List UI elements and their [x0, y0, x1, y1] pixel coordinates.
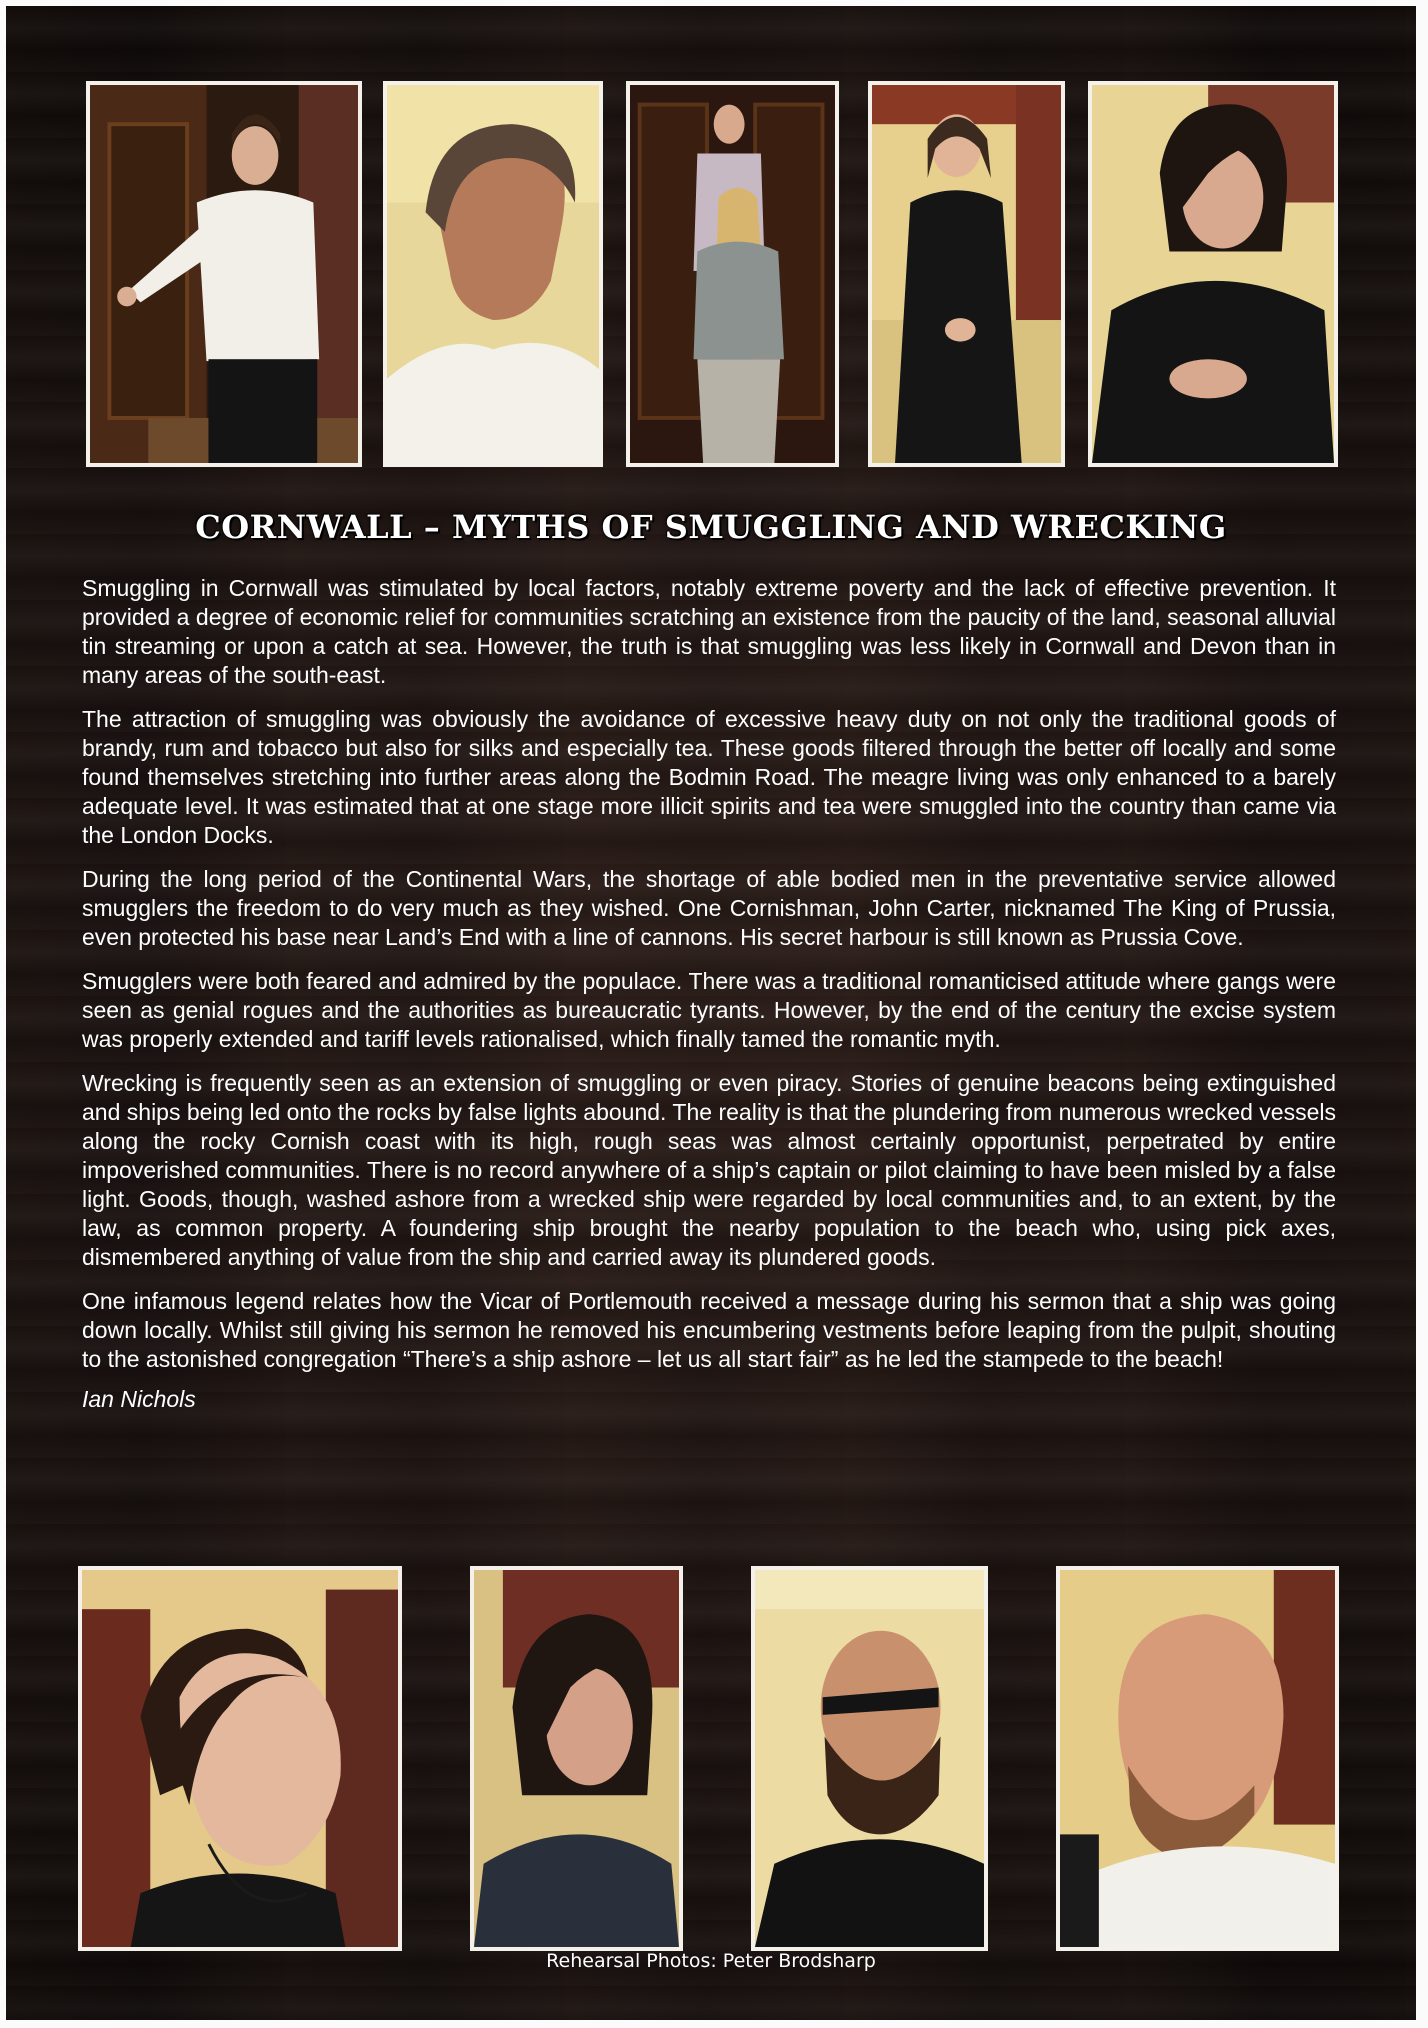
rehearsal-photo-young-woman-profile [78, 1566, 402, 1951]
article-paragraph: Smugglers were both feared and admired by the populace. There was a traditional romanticised attitude where gangs were seen as genial rogues and the authorities as bureaucratic tyrants. However, by the end of the century the excise system was properly extended and tariff levels rationalised, which finally tamed the romantic myth. [82, 968, 1336, 1052]
photo-credit: Rehearsal Photos: Peter Brodsharp [546, 1950, 876, 1972]
article-title: CORNWALL – MYTHS OF SMUGGLING AND WRECKING [195, 508, 1227, 546]
article-author: Ian Nichols [82, 1386, 196, 1412]
article-paragraph: One infamous legend relates how the Vicar of Portlemouth received a message during his sermon that a ship was going down locally. Whilst still giving his sermon he removed his encumbering vestments before leaping from the pulpit, shouting to the astonished congregation “There’s a ship ashore – let us all start fair” as he led the stampede to the beach! [82, 1288, 1336, 1372]
article-paragraph: During the long period of the Continental Wars, the shortage of able bodied men in the preventative service allowed smugglers the freedom to do very much as they wished. One Cornishman, John Carter, nicknamed The King of Prussia, even protected his base near Land’s End with a line of cannons. His secret harbour is still known as Prussia Cove. [82, 866, 1336, 950]
rehearsal-photo-bald-man-bearded [1056, 1566, 1339, 1951]
rehearsal-photo-young-woman-pointing [86, 81, 362, 467]
rehearsal-photo-bearded-man-glasses [751, 1566, 988, 1951]
rehearsal-photo-woman-singing [868, 81, 1065, 467]
rehearsal-photo-couple-scene [626, 81, 839, 467]
article-paragraph: Smuggling in Cornwall was stimulated by local factors, notably extreme poverty and the lack of effective prevention. It provided a degree of economic relief for communities scratching an existence from the paucity of the land, seasonal alluvial tin streaming or upon a catch at sea. However, the truth is that smuggling was less likely in Cornwall and Devon than in many areas of the south-east. [82, 575, 1336, 688]
programme-page [6, 6, 1416, 2020]
rehearsal-photo-woman-listening [470, 1566, 683, 1951]
article-body [82, 574, 1336, 1429]
rehearsal-photo-woman-dark-hair [1088, 81, 1338, 467]
article-paragraph: The attraction of smuggling was obviously the avoidance of excessive heavy duty on not only the traditional goods of brandy, rum and tobacco but also for silks and especially tea. These goods filtered through the better off locally and some found themselves stretching into further areas along the Bodmin Road. The meagre living was only enhanced to a barely adequate level. It was estimated that at one stage more illicit spirits and tea were smuggled into the country than came via the London Docks. [82, 706, 1336, 848]
rehearsal-photo-man-portrait [383, 81, 603, 467]
article-paragraph: Wrecking is frequently seen as an extension of smuggling or even piracy. Stories of genuine beacons being extinguished and ships being led onto the rocks by false lights abound. The reality is that the plundering from numerous wrecked vessels along the rocky Cornish coast with its high, rough seas was almost certainly opportunist, perpetrated by entire impoverished communities. There is no record anywhere of a ship’s captain or pilot claiming to have been misled by a false light. Goods, though, washed ashore from a wrecked ship were regarded by local communities and, to an extent, by the law, as common property. A foundering ship brought the nearby population to the beach who, using pick axes, dismembered anything of value from the ship and carried away its plundered goods. [82, 1070, 1336, 1270]
